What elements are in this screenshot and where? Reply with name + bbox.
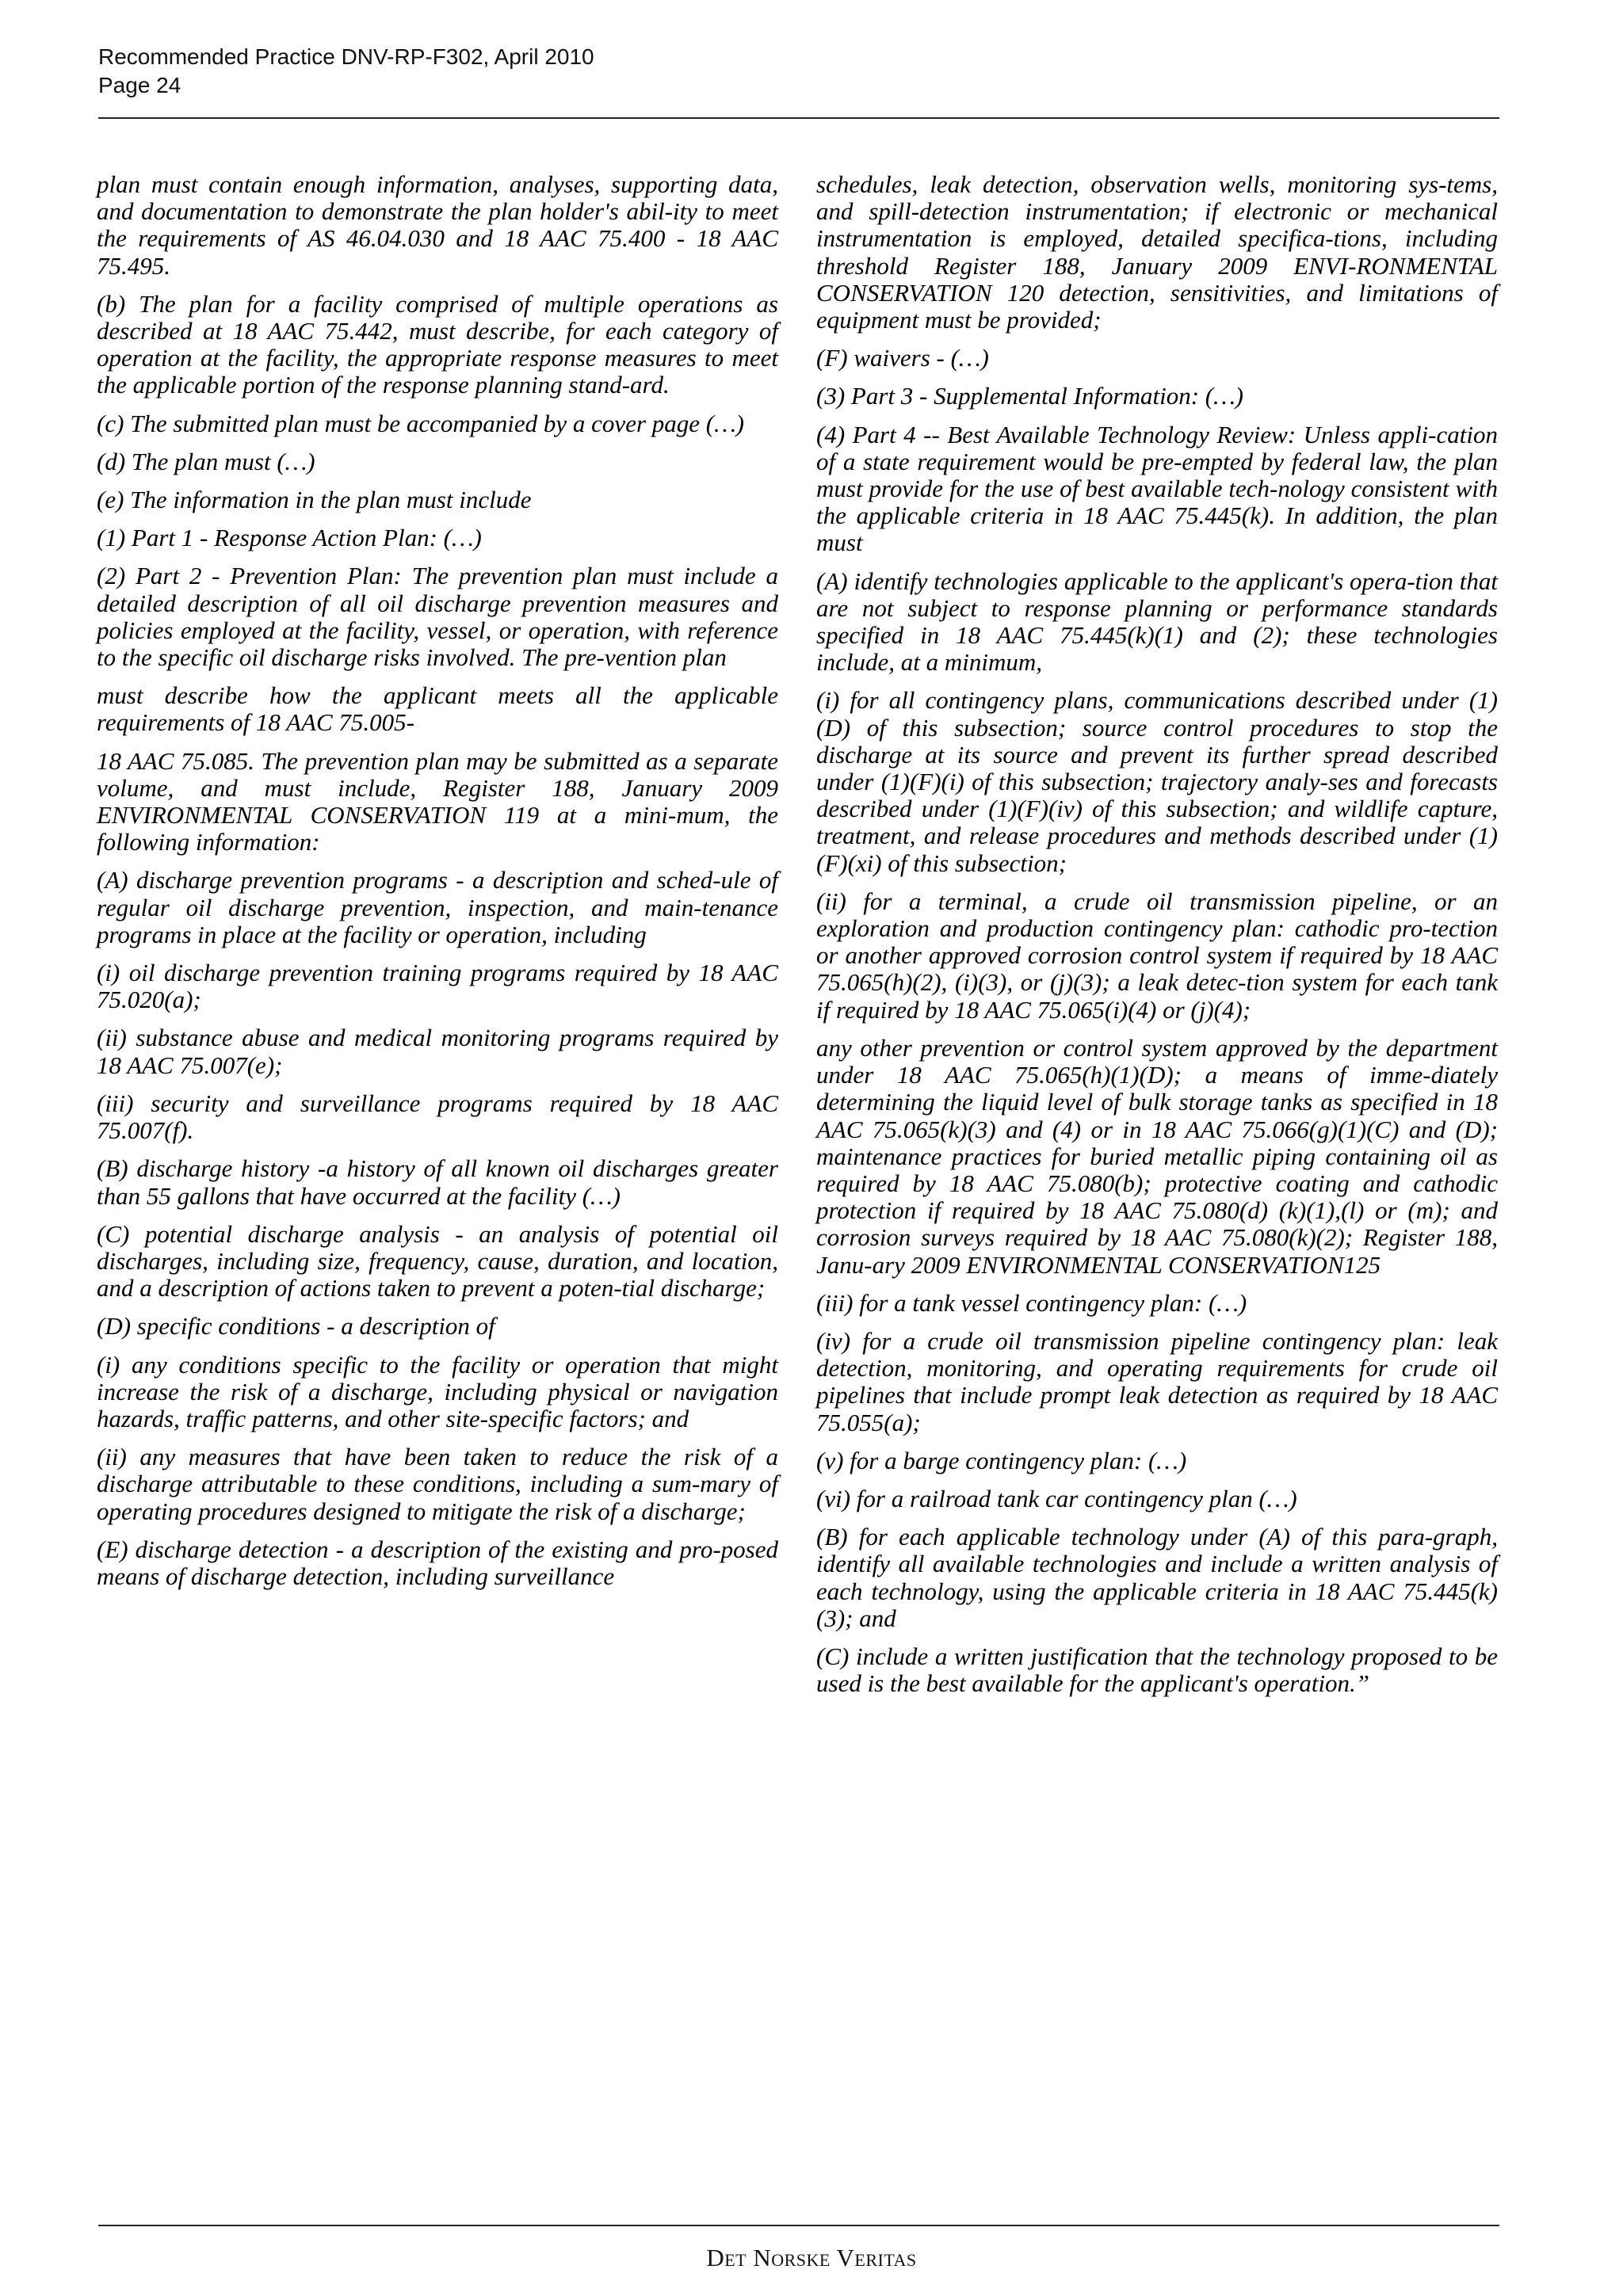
paragraph: (B) discharge history -a history of all known oil discharges greater than 55 gallons that have occurred at the facility (…) (97, 1154, 778, 1210)
paragraph: (C) potential discharge analysis - an analysis of potential oil discharges, including size, frequency, cause, duration, and location, and a description of actions taken to prevent a poten-tial discharge; (97, 1219, 778, 1302)
left-text-column (97, 171, 778, 1601)
paragraph: (ii) substance abuse and medical monitoring programs required by 18 AAC 75.007(e); (97, 1024, 778, 1079)
header-page-number: Page 24 (98, 73, 181, 97)
paragraph: (ii) any measures that have been taken to reduce the risk of a discharge attributable to these conditions, including a sum-mary of operating procedures designed to mitigate the risk of a discharge; (97, 1443, 778, 1525)
paragraph: (D) specific conditions - a description of (97, 1312, 495, 1341)
paragraph: schedules, leak detection, observation wells, monitoring sys-tems, and spill-detection instrumentation; if electronic or mechanical instrumentation is employed, detailed specifica-tions, including threshold Register 188, January 2009 ENVI-RONMENTAL CONSERVATION 120 detection, sensitivities, and limitations of equipment must be provided; (816, 170, 1498, 334)
header-divider (98, 117, 1499, 119)
paragraph: (i) oil discharge prevention training programs required by 18 AAC 75.020(a); (97, 959, 778, 1014)
header-document-title: Recommended Practice DNV-RP-F302, April 2010 (98, 44, 594, 69)
footer-publisher: Det Norske Veritas (706, 2244, 917, 2271)
page-header (98, 43, 594, 100)
paragraph: (b) The plan for a facility comprised of multiple operations as described at 18 AAC 75.442, must describe, for each category of operation at the facility, the appropriate response measures to meet the applicable portion of the response planning stand-ard. (97, 289, 778, 399)
paragraph: (iv) for a crude oil transmission pipeline contingency plan: leak detection, monitoring, and operating requirements for crude oil pipelines that include prompt leak detection as required by 18 AAC 75.055(a); (816, 1326, 1498, 1436)
paragraph: (3) Part 3 - Supplemental Information: (…) (816, 382, 1243, 410)
paragraph: plan must contain enough information, analyses, supporting data, and documentation to demonstrate the plan holder's abil-ity to meet the requirements of AS 46.04.030 and 18 AAC 75.400 - 18 AAC 75.495. (97, 170, 778, 280)
paragraph: (A) discharge prevention programs - a description and sched-ule of regular oil discharge prevention, inspection, and main-tenance programs in place at the facility or operation, including (97, 866, 778, 948)
paragraph: (E) discharge detection - a description of the existing and pro-posed means of discharge detection, including surveillance (97, 1535, 778, 1590)
paragraph: (4) Part 4 -- Best Available Technology Review: Unless appli-cation of a state requirement would be pre-empted by federal law, the plan must provide for the use of best available tech-nology consistent with the applicable criteria in 18 AAC 75.445(k). In addition, the plan must (816, 420, 1498, 557)
paragraph: (F) waivers - (…) (816, 344, 989, 372)
paragraph: 18 AAC 75.085. The prevention plan may be submitted as a separate volume, and must include, Register 188, January 2009 ENVIRONMENTAL CONSERVATION 119 at a mini-mum, the following information: (97, 746, 778, 856)
paragraph: any other prevention or control system approved by the department under 18 AAC 75.065(h)(1)(D); a means of imme-diately determining the liquid level of bulk storage tanks as specified in 18 AAC 75.065(k)(3) and (4) or in 18 AAC 75.066(g)(1)(C) and (D); maintenance practices for buried metallic piping containing oil as required by 18 AAC 75.080(b); protective coating and cathodic protection if required by 18 AAC 75.080(d) (k)(1),(l) or (m); and corrosion surveys required by 18 AAC 75.080(k)(2); Register 188, Janu-ary 2009 ENVIRONMENTAL CONSERVATION125 (816, 1033, 1498, 1279)
paragraph: (2) Part 2 - Prevention Plan: The prevention plan must include a detailed description of all oil discharge prevention measures and policies employed at the facility, vessel, or operation, with reference to the specific oil discharge risks involved. The pre-vention plan (97, 562, 778, 672)
paragraph: (iii) for a tank vessel contingency plan: (…) (816, 1288, 1247, 1317)
paragraph: (i) any conditions specific to the facility or operation that might increase the risk of a discharge, including physical or navigation hazards, traffic patterns, and other site-specific factors; and (97, 1350, 778, 1432)
paragraph: (A) identify technologies applicable to the applicant's opera-tion that are not subject to response planning or performance standards specified in 18 AAC 75.445(k)(1) and (2); these technologies include, at a minimum, (816, 566, 1498, 677)
paragraph: (e) The information in the plan must include (97, 486, 532, 514)
footer-divider (98, 2225, 1499, 2226)
paragraph: (v) for a barge contingency plan: (…) (816, 1446, 1187, 1474)
paragraph: (c) The submitted plan must be accompanied by a cover page (…) (97, 409, 744, 437)
paragraph: (iii) security and surveillance programs required by 18 AAC 75.007(f). (97, 1089, 778, 1145)
paragraph: (ii) for a terminal, a crude oil transmission pipeline, or an exploration and production contingency plan: cathodic pro-tection or another approved corrosion control system if required by 18 AAC 75.065(h)(2), (i)(3), or (j)(3); a leak detec-tion system for each tank if required by 18 AAC 75.065(i)(4) or (j)(4); (816, 887, 1498, 1024)
paragraph: (vi) for a railroad tank car contingency plan (…) (816, 1484, 1297, 1512)
paragraph: (B) for each applicable technology under (A) of this para-graph, identify all available technologies and include a written analysis of each technology, using the applicable criteria in 18 AAC 75.445(k)(3); and (816, 1523, 1498, 1632)
paragraph: must describe how the applicant meets all the applicable requirements of 18 AAC 75.005- (97, 681, 778, 737)
paragraph: (C) include a written justification that the technology proposed to be used is the best available for the applicant's operation.” (816, 1642, 1498, 1698)
paragraph: (i) for all contingency plans, communications described under (1)(D) of this subsection; source control procedures to stop the discharge at its source and prevent its further spread described under (1)(F)(i) of this subsection; trajectory analy-ses and forecasts described under (1)(F)(iv) of this subsection; and wildlife capture, treatment, and release procedures and methods described under (1)(F)(xi) of this subsection; (816, 686, 1498, 877)
right-text-column (816, 171, 1498, 1708)
paragraph: (1) Part 1 - Response Action Plan: (…) (97, 524, 482, 552)
paragraph: (d) The plan must (…) (97, 447, 315, 475)
